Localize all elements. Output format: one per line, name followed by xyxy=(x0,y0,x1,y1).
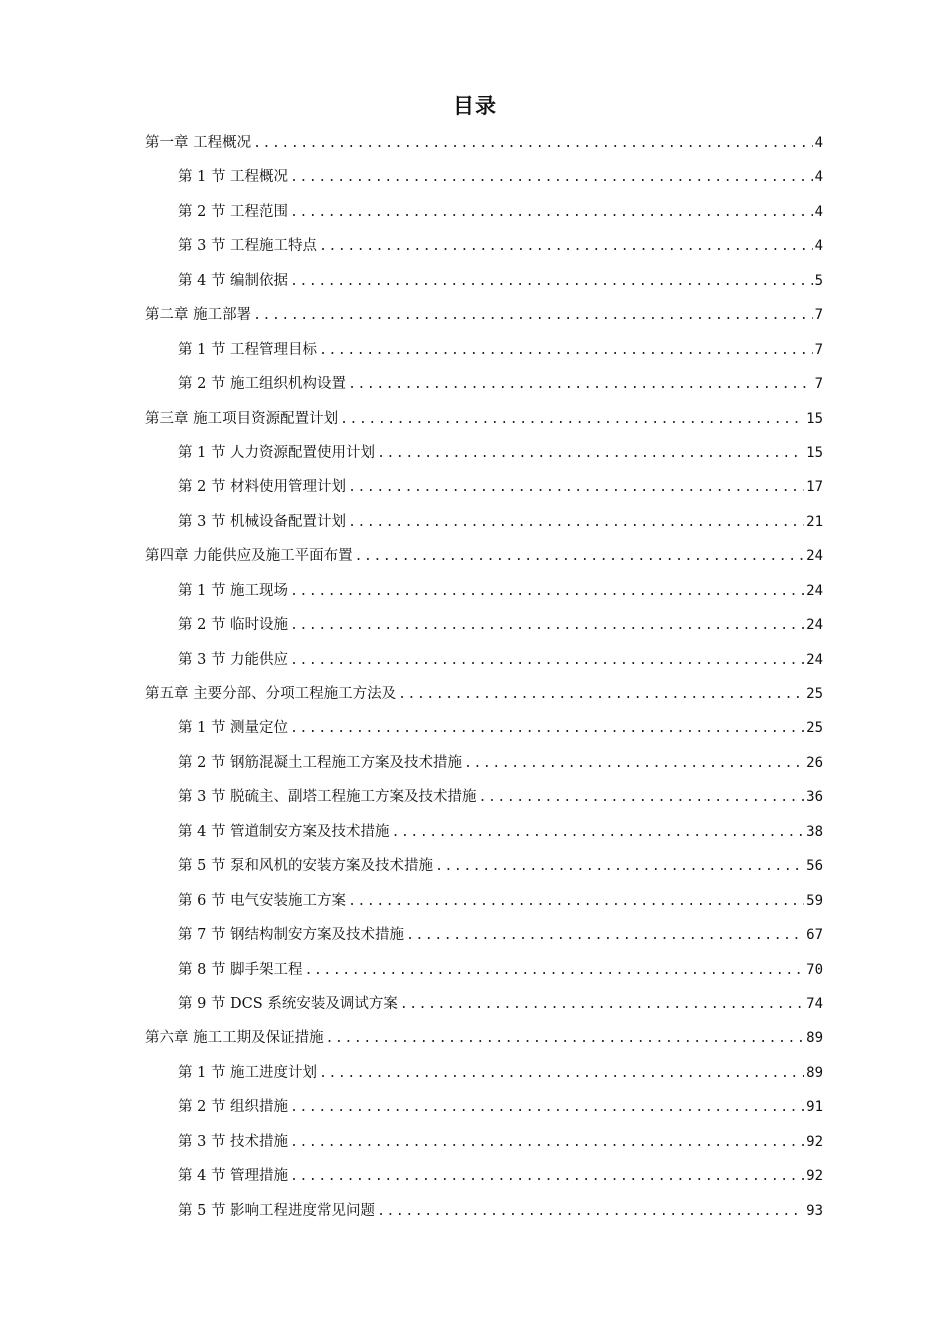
toc-entry-label: 第六章 施工工期及保证措施 xyxy=(145,1030,324,1047)
toc-dot-leader xyxy=(479,781,805,814)
toc-section-entry[interactable] xyxy=(145,160,823,194)
toc-entry-label: 第 2 节 材料使用管理计划 xyxy=(178,479,347,496)
toc-section-entry[interactable] xyxy=(145,780,823,814)
toc-dot-leader xyxy=(290,1160,804,1193)
toc-section-entry[interactable] xyxy=(145,195,823,229)
toc-page-number: 25 xyxy=(806,686,823,702)
toc-entry-label: 第四章 力能供应及施工平面布置 xyxy=(145,548,353,565)
toc-chapter-entry[interactable] xyxy=(145,298,823,332)
toc-dot-leader xyxy=(319,334,813,367)
toc-page-number: 74 xyxy=(806,995,823,1012)
toc-section-entry[interactable] xyxy=(145,505,823,539)
toc-dot-leader xyxy=(377,437,804,470)
toc-page-number: 4 xyxy=(814,203,823,220)
toc-dot-leader xyxy=(305,954,805,987)
toc-dot-leader xyxy=(326,1022,805,1055)
toc-page-number: 38 xyxy=(806,823,823,840)
toc-entry-label: 第 3 节 脱硫主、副塔工程施工方案及技术措施 xyxy=(178,789,477,806)
toc-section-entry[interactable] xyxy=(145,849,823,883)
toc-page-number: 7 xyxy=(814,376,823,393)
toc-page-number: 26 xyxy=(806,754,823,771)
toc-section-entry[interactable] xyxy=(145,884,823,918)
toc-dot-leader xyxy=(348,506,804,539)
toc-page-number: 5 xyxy=(814,272,823,289)
toc-page-number: 92 xyxy=(806,1168,823,1185)
toc-section-entry[interactable] xyxy=(145,953,823,987)
toc-dot-leader xyxy=(290,1126,804,1159)
toc-entry-label: 第 2 节 组织措施 xyxy=(178,1099,289,1116)
toc-page-number: 67 xyxy=(806,927,823,944)
toc-dot-leader xyxy=(348,471,804,504)
toc-entry-label: 第 7 节 钢结构制安方案及技术措施 xyxy=(178,927,405,944)
toc-page-number: 70 xyxy=(806,961,823,978)
toc-dot-leader xyxy=(392,816,805,849)
toc-page-number: 4 xyxy=(814,238,823,255)
toc-chapter-entry[interactable] xyxy=(145,1021,823,1055)
toc-entry-label: 第 1 节 人力资源配置使用计划 xyxy=(178,444,376,461)
toc-page-number: 24 xyxy=(806,582,823,599)
toc-dot-leader xyxy=(355,540,805,573)
toc-list xyxy=(145,126,823,1228)
toc-section-entry[interactable] xyxy=(145,1125,823,1159)
toc-section-entry[interactable] xyxy=(145,229,823,263)
toc-page-number: 15 xyxy=(806,444,823,461)
toc-section-entry[interactable] xyxy=(145,367,823,401)
toc-page-number: 36 xyxy=(806,789,823,806)
toc-section-entry[interactable] xyxy=(145,470,823,504)
toc-entry-label: 第 1 节 施工现场 xyxy=(178,582,289,599)
toc-dot-leader xyxy=(406,919,804,952)
toc-section-entry[interactable] xyxy=(145,1056,823,1090)
toc-dot-leader xyxy=(464,747,804,780)
toc-entry-label: 第 2 节 临时设施 xyxy=(178,617,289,634)
toc-entry-label: 第 6 节 电气安装施工方案 xyxy=(178,892,347,909)
toc-chapter-entry[interactable] xyxy=(145,539,823,573)
toc-entry-label: 第 5 节 影响工程进度常见问题 xyxy=(178,1202,376,1219)
toc-section-entry[interactable] xyxy=(145,815,823,849)
toc-page-number: 7 xyxy=(814,341,823,358)
toc-section-entry[interactable] xyxy=(145,264,823,298)
toc-chapter-entry[interactable] xyxy=(145,126,823,160)
toc-page-number: 4 xyxy=(814,169,823,186)
toc-page-number: 59 xyxy=(806,892,823,909)
toc-dot-leader xyxy=(398,678,804,711)
toc-section-entry[interactable] xyxy=(145,746,823,780)
toc-section-entry[interactable] xyxy=(145,711,823,745)
toc-dot-leader xyxy=(253,127,812,160)
toc-title: 目录 xyxy=(453,94,497,118)
toc-dot-leader xyxy=(319,230,813,263)
toc-page-number: 24 xyxy=(806,651,823,668)
toc-dot-leader xyxy=(340,403,804,436)
toc-entry-label: 第 4 节 管理措施 xyxy=(178,1168,289,1185)
toc-entry-label: 第二章 施工部署 xyxy=(145,307,252,324)
toc-dot-leader xyxy=(400,988,804,1021)
toc-entry-label: 第 8 节 脚手架工程 xyxy=(178,961,303,978)
toc-dot-leader xyxy=(290,196,813,229)
toc-dot-leader xyxy=(348,368,813,401)
toc-page-number: 92 xyxy=(806,1133,823,1150)
toc-entry-label: 第 3 节 机械设备配置计划 xyxy=(178,513,347,530)
toc-section-entry[interactable] xyxy=(145,436,823,470)
toc-entry-label: 第 1 节 测量定位 xyxy=(178,720,289,737)
toc-page-number: 25 xyxy=(806,720,823,737)
toc-entry-label: 第五章 主要分部、分项工程施工方法及 xyxy=(145,686,397,702)
toc-dot-leader xyxy=(290,575,804,608)
toc-entry-label: 第 5 节 泵和风机的安装方案及技术措施 xyxy=(178,858,434,875)
toc-entry-label: 第 1 节 工程管理目标 xyxy=(178,341,318,358)
toc-dot-leader xyxy=(435,850,804,883)
toc-chapter-entry[interactable] xyxy=(145,402,823,436)
toc-section-entry[interactable] xyxy=(145,574,823,608)
toc-section-entry[interactable] xyxy=(145,1090,823,1124)
toc-entry-label: 第 2 节 工程范围 xyxy=(178,203,289,220)
toc-dot-leader xyxy=(348,885,804,918)
toc-page-number: 21 xyxy=(806,513,823,530)
toc-dot-leader xyxy=(377,1195,804,1228)
toc-entry-label: 第 4 节 编制依据 xyxy=(178,272,289,289)
toc-page-number: 17 xyxy=(806,479,823,496)
toc-entry-label: 第一章 工程概况 xyxy=(145,135,252,151)
toc-dot-leader xyxy=(253,299,812,332)
toc-section-entry[interactable] xyxy=(145,643,823,677)
toc-page-number: 89 xyxy=(806,1064,823,1081)
toc-entry-label: 第 2 节 钢筋混凝土工程施工方案及技术措施 xyxy=(178,754,463,771)
toc-dot-leader xyxy=(290,265,813,298)
toc-chapter-entry[interactable] xyxy=(145,677,823,711)
toc-entry-label: 第 2 节 施工组织机构设置 xyxy=(178,376,347,393)
toc-page-number: 15 xyxy=(806,410,823,427)
toc-page-number: 56 xyxy=(806,858,823,875)
toc-section-entry[interactable] xyxy=(145,333,823,367)
toc-section-entry[interactable] xyxy=(145,987,823,1021)
toc-section-entry[interactable] xyxy=(145,608,823,642)
toc-entry-label: 第 3 节 技术措施 xyxy=(178,1133,289,1150)
toc-entry-label: 第三章 施工项目资源配置计划 xyxy=(145,410,339,427)
toc-section-entry[interactable] xyxy=(145,918,823,952)
toc-section-entry[interactable] xyxy=(145,1159,823,1193)
toc-dot-leader xyxy=(290,1091,804,1124)
toc-page-number: 93 xyxy=(806,1202,823,1219)
toc-dot-leader xyxy=(290,644,804,677)
toc-dot-leader xyxy=(290,161,813,194)
toc-entry-label: 第 1 节 施工进度计划 xyxy=(178,1064,318,1081)
toc-page-number: 24 xyxy=(806,548,823,565)
toc-entry-label: 第 1 节 工程概况 xyxy=(178,169,289,186)
toc-page-number: 24 xyxy=(806,617,823,634)
toc-entry-label: 第 3 节 力能供应 xyxy=(178,651,289,668)
toc-dot-leader xyxy=(290,609,804,642)
toc-page-number: 89 xyxy=(806,1030,823,1047)
toc-dot-leader xyxy=(319,1057,804,1090)
toc-entry-label: 第 9 节 DCS 系统安装及调试方案 xyxy=(178,995,398,1012)
toc-page-number: 4 xyxy=(814,135,823,151)
toc-page-number: 91 xyxy=(806,1099,823,1116)
toc-dot-leader xyxy=(290,712,804,745)
toc-entry-label: 第 4 节 管道制安方案及技术措施 xyxy=(178,823,390,840)
toc-section-entry[interactable] xyxy=(145,1194,823,1228)
toc-entry-label: 第 3 节 工程施工特点 xyxy=(178,238,318,255)
toc-page-number: 7 xyxy=(814,307,823,324)
